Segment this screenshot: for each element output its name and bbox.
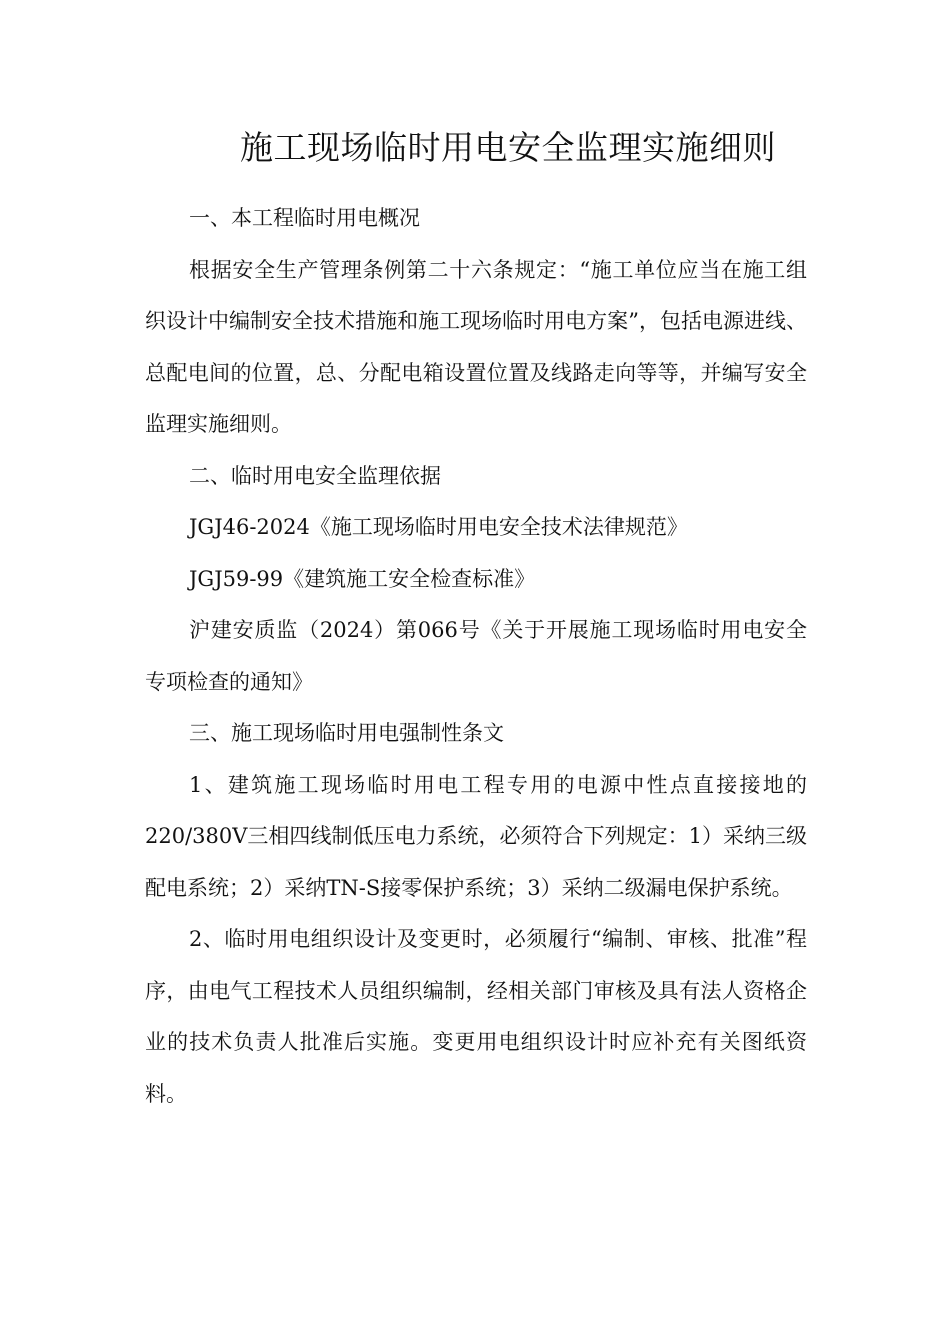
clause-paragraph: 1、建筑施工现场临时用电工程专用的电源中性点直接接地的220/380V三相四线制低压电力系统，必须符合下列规定：1）采纳三级配电系统；2）采纳TN-S接零保护系统；3）采纳二级漏电保护系统。 <box>145 772 807 900</box>
paragraph-overview: 根据安全生产管理条例第二十六条规定：“施工单位应当在施工组织设计中编制安全技术措施和施工现场临时用电方案”，包括电源进线、总配电间的位置，总、分配电箱设置位置及线路走向等等，并编写安全监理实施细则。 <box>145 257 807 436</box>
reference-item: JGJ46-2024《施工现场临时用电安全技术法律规范》 <box>189 515 688 539</box>
section-heading-1: 一、本工程临时用电概况 <box>189 206 420 230</box>
section-heading-3: 三、施工现场临时用电强制性条文 <box>189 721 504 745</box>
document-body <box>145 193 807 1120</box>
reference-item: JGJ59-99《建筑施工安全检查标准》 <box>189 566 536 591</box>
reference-item: 沪建安质监（2024）第066号《关于开展施工现场临时用电安全专项检查的通知》 <box>145 618 807 694</box>
clause-paragraph: 2、临时用电组织设计及变更时，必须履行“编制、审核、批准”程序，由电气工程技术人员组织编制，经相关部门审核及具有法人资格企业的技术负责人批准后实施。变更用电组织设计时应补充有关图纸资料。 <box>145 927 807 1106</box>
document-title: 施工现场临时用电安全监理实施细则 <box>240 128 776 167</box>
section-heading-2: 二、临时用电安全监理依据 <box>189 463 441 488</box>
